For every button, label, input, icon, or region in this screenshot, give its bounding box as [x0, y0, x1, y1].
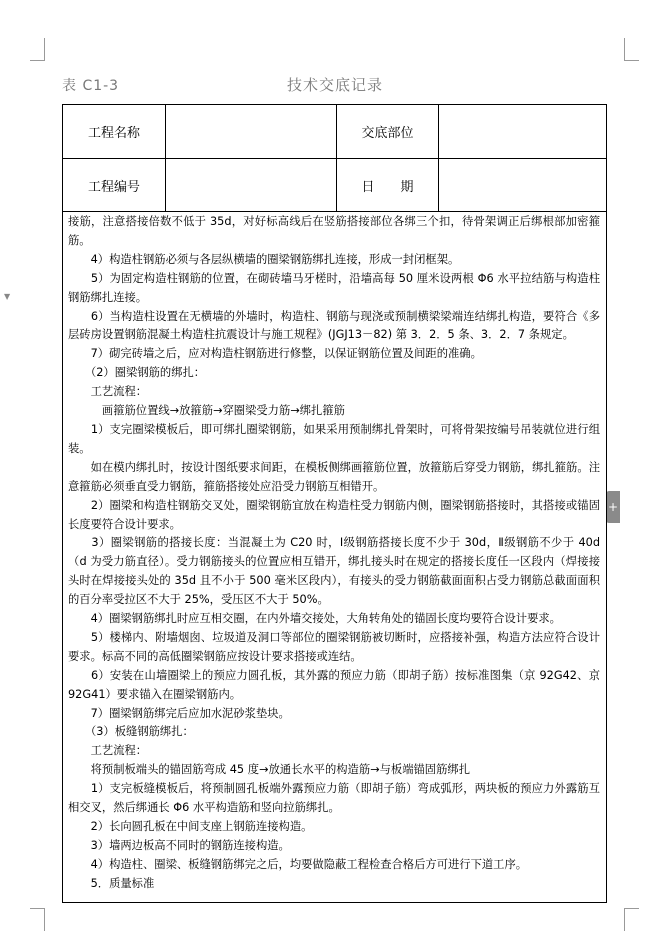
content-paragraph: 5）为固定构造柱钢筋的位置，在砌砖墙马牙槎时，沿墙高每 50 厘米设两根 Φ6 水平拉结筋与构造柱钢筋绑扎连接。 [68, 271, 600, 304]
content-paragraph: 工艺流程： [68, 385, 148, 399]
content-paragraph: 7）砌完砖墙之后，应对构造柱钢筋进行修整，以保证钢筋位置及间距的准确。 [68, 347, 482, 361]
crop-mark-bottom-right [624, 908, 639, 931]
process-flow: 将预制板端头的锚固筋弯成 45 度→放通长水平的构造筋→与板端锚固筋绑扎 [68, 763, 470, 777]
content-paragraph: 3）圈梁钢筋的搭接长度：当混凝土为 C20 时，Ⅰ级钢筋搭接长度不少于 30d，Ⅱ级钢筋不少于 40d（d 为受力筋直径）。受力钢筋接头的位置应相互错开，绑扎接头时在规定的搭接长度任一区段内（焊接接头时在焊接接头处的 35d 且不小于 500 毫米区段内），有接头的受力钢筋截面面积占受力钢筋总截面面积的百分率受拉区不大于 25%，受压区不大于 50%。 [68, 536, 600, 607]
project-name-field[interactable] [166, 105, 337, 159]
crop-mark-bottom-left [30, 908, 45, 931]
disclosure-part-label: 交底部位 [337, 105, 439, 159]
project-name-label: 工程名称 [63, 105, 166, 159]
crop-mark-top-right [624, 38, 639, 61]
date-label: 日 期 [337, 159, 439, 212]
content-paragraph: 3）墙两边板高不同时的钢筋连接构造。 [68, 838, 290, 852]
disclosure-part-field[interactable] [439, 105, 607, 159]
content-paragraph: 2）圈梁和构造柱钢筋交叉处，圈梁钢筋宜放在构造柱受力钢筋内侧，圈梁钢筋搭接时，其搭接或锚固长度要符合设计要求。 [68, 498, 600, 531]
content-paragraph: 1）支完板缝模板后，将预制圆孔板端外露预应力筋（即胡子筋）弯成弧形，两块板的预应力外露筋互相交叉，然后绑通长 Φ6 水平构造筋和竖向拉筋绑扎。 [68, 782, 600, 815]
content-paragraph: 4）构造柱、圈梁、板缝钢筋绑完之后，均要做隐蔽工程检查合格后方可进行下道工序。 [68, 857, 528, 871]
content-paragraph: 4）圈梁钢筋绑扎时应互相交圈，在内外墙交接处，大角转角处的锚固长度均要符合设计要求。 [68, 612, 561, 626]
content-paragraph: 7）圈梁钢筋绑完后应加水泥砂浆垫块。 [68, 706, 290, 720]
content-paragraph: 接筋，注意搭接倍数不低于 35d，对好标高线后在竖筋搭接部位各绑三个扣，待骨架调正后绑根部加密箍筋。 [68, 215, 600, 247]
content-paragraph: 2）长向圆孔板在中间支座上钢筋连接构造。 [68, 820, 313, 833]
page-title: 技术交底记录 [286, 76, 383, 94]
content-paragraph: 5）楼梯内、附墙烟囱、垃圾道及洞口等部位的圈梁钢筋被切断时，应搭接补强，构造方法应符合设计要求。标高不同的高低圈梁钢筋应按设计要求搭接或连结。 [68, 630, 600, 663]
content-paragraph: 1）支完圈梁模板后，即可绑扎圈梁钢筋，如果采用预制绑扎骨架时，可将骨架按编号吊装就位进行组装。 [68, 422, 600, 455]
collapse-arrow-icon[interactable]: ▼ [4, 292, 11, 301]
project-number-field[interactable] [166, 159, 337, 212]
content-paragraph: 如在模内绑扎时，按设计图纸要求间距，在模板侧绑画箍筋位置，放箍筋后穿受力钢筋，绑扎箍筋。注意箍筋必须垂直受力钢筋，箍筋搭接处应沿受力钢筋互相错开。 [68, 460, 600, 493]
section-heading: 5．质量标准 [68, 876, 155, 890]
section-heading: （2）圈梁钢筋的绑扎： [68, 366, 206, 380]
project-number-label: 工程编号 [63, 159, 166, 212]
side-panel-tab[interactable] [606, 491, 620, 523]
content-paragraph: 工艺流程： [68, 744, 148, 758]
disclosure-content [62, 211, 607, 903]
info-table [62, 104, 607, 212]
crop-mark-top-left [30, 38, 45, 61]
date-field[interactable] [439, 159, 607, 212]
content-paragraph: 6）安装在山墙圈梁上的预应力圆孔板，其外露的预应力筋（即胡子筋）按标准图集（京 92G42、京 92G41）要求锚入在圈梁钢筋内。 [68, 668, 604, 701]
section-heading: （3）板缝钢筋绑扎： [68, 725, 194, 739]
form-code: 表 C1-3 [62, 78, 120, 94]
plus-icon: + [607, 500, 619, 514]
content-paragraph: 4）构造柱钢筋必须与各层纵横墙的圈梁钢筋绑扎连接，形成一封闭框架。 [68, 252, 460, 266]
process-flow: 画箍筋位置线→放箍筋→穿圈梁受力筋→绑扎箍筋 [68, 404, 345, 418]
content-paragraph: 6）当构造柱设置在无横墙的外墙时，构造柱、钢筋与现浇或预制横梁梁端连结绑扎构造，要符合《多层砖房设置钢筋混凝土构造柱抗震设计与施工规程》(JGJ13－82) 第 3．2．5 条、3．2．7 条规定。 [68, 309, 600, 342]
